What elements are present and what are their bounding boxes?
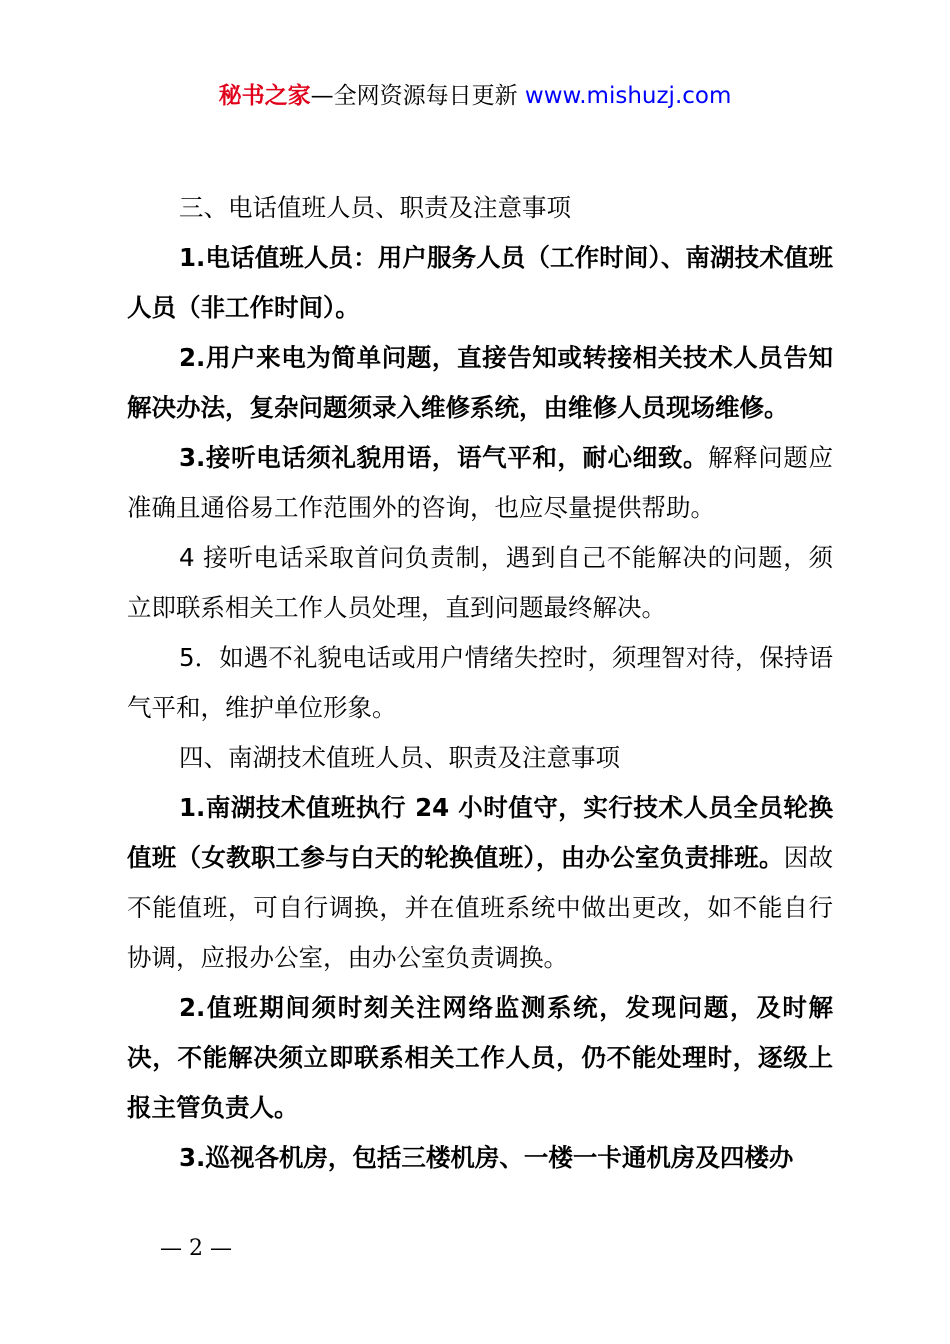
paragraph: 3.接听电话须礼貌用语，语气平和，耐心细致。解释问题应准确且通俗易工作范围外的咨询，也应尽量提供帮助。	[127, 443, 834, 522]
paragraph: 2.用户来电为简单问题，直接告知或转接相关技术人员告知解决办法，复杂问题须录入维修系统，由维修人员现场维修。	[127, 343, 833, 422]
paragraph: 四、南湖技术值班人员、职责及注意事项	[179, 743, 620, 772]
page-header	[0, 80, 950, 112]
paragraph: 1.南湖技术值班执行 24 小时值守，实行技术人员全员轮换值班（女教职工参与白天的轮换值班），由办公室负责排班。因故不能值班，可自行调换，并在值班系统中做出更改，如不能自行协调，应报办公室，由办公室负责调换。	[127, 793, 834, 972]
header-tagline: —全网资源每日更新	[310, 83, 518, 109]
paragraph: 1.电话值班人员：用户服务人员（工作时间）、南湖技术值班人员（非工作时间）。	[127, 243, 833, 322]
brand-name: 秘书之家	[218, 83, 311, 109]
page-number: — 2 —	[160, 1236, 232, 1261]
paragraph: 三、电话值班人员、职责及注意事项	[179, 193, 571, 222]
header-url[interactable]: www.mishuzj.com	[524, 83, 732, 109]
paragraph: 3.巡视各机房，包括三楼机房、一楼一卡通机房及四楼办	[179, 1143, 794, 1172]
paragraph: 4 接听电话采取首问负责制，遇到自己不能解决的问题，须立即联系相关工作人员处理，直到问题最终解决。	[127, 543, 833, 622]
paragraph: 2.值班期间须时刻关注网络监测系统，发现问题，及时解决，不能解决须立即联系相关工作人员，仍不能处理时，逐级上报主管负责人。	[127, 993, 833, 1122]
paragraph: 5．如遇不礼貌电话或用户情绪失控时，须理智对待，保持语气平和，维护单位形象。	[127, 643, 833, 722]
document-body	[127, 183, 833, 1183]
